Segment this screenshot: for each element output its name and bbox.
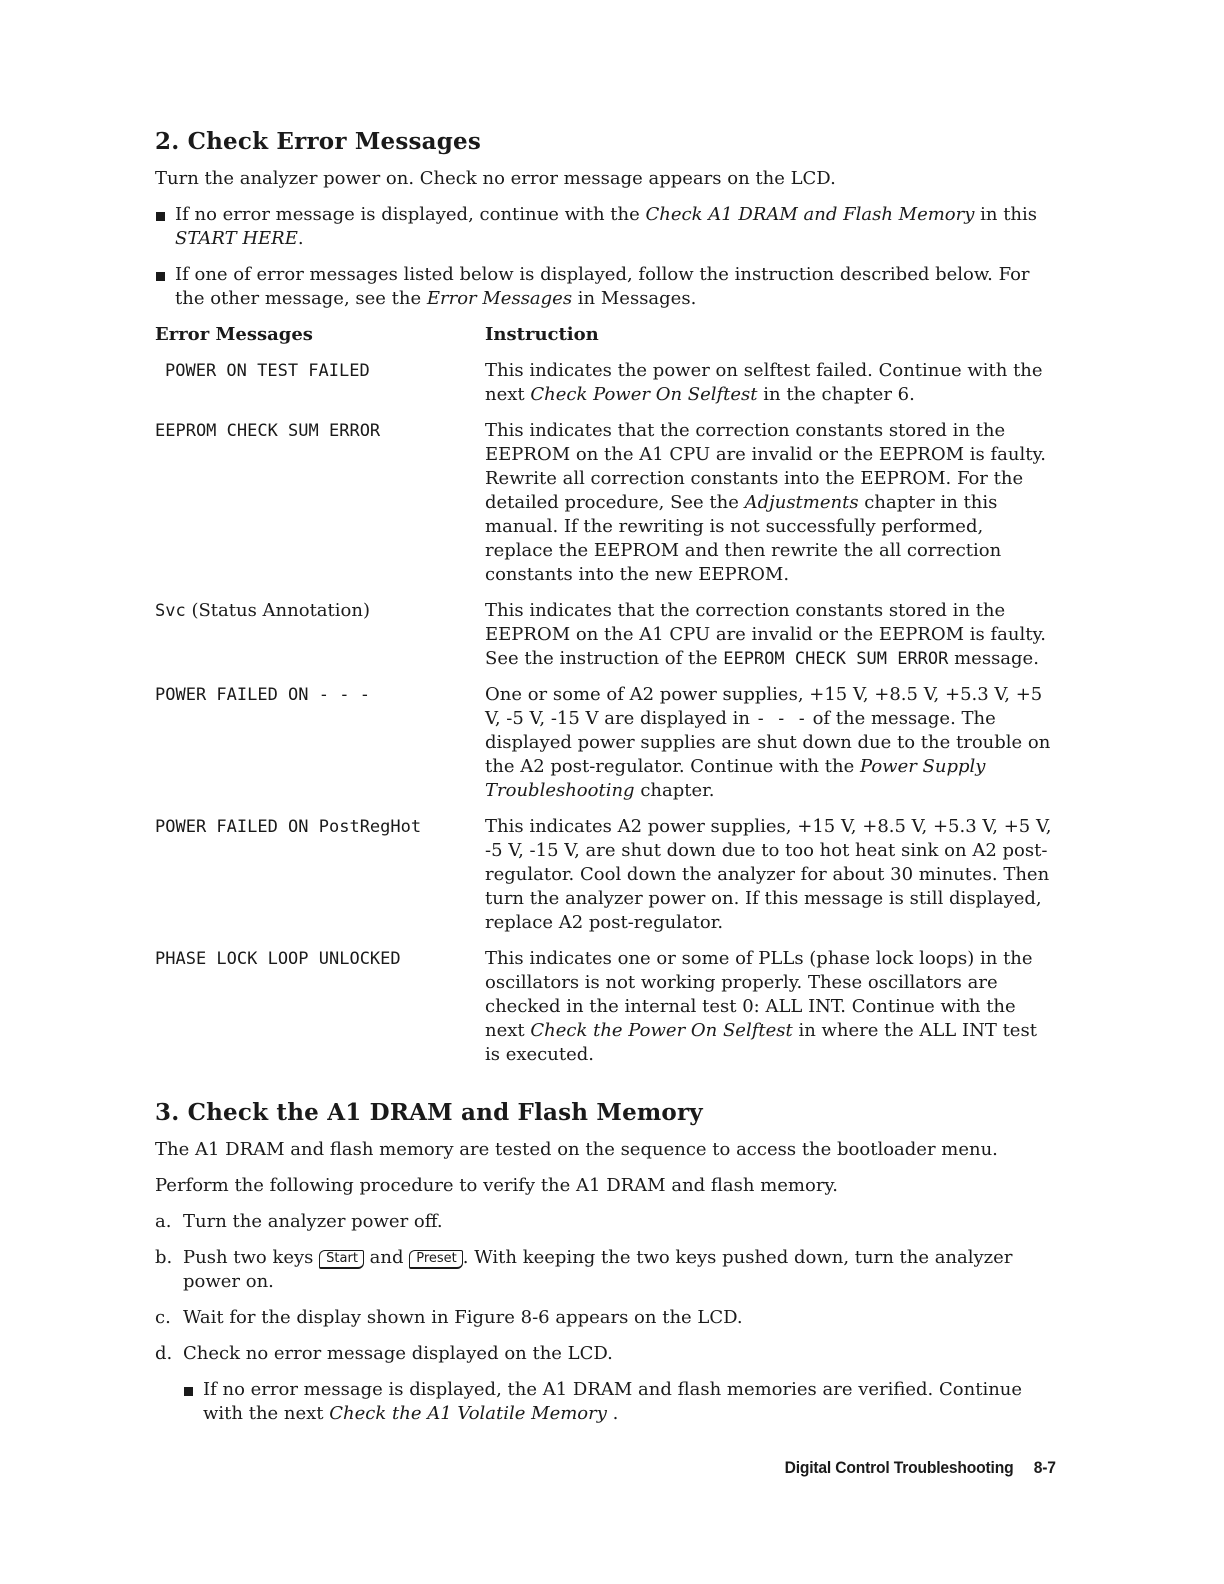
instruction-cell: This indicates that the correction constants stored in the EEPROM on the A1 CPU are invalid or the EEPROM is faulty. Rewrite all correction constants into the EEPROM. For the detailed procedure, See the Adjustments chapter in this manual. If the rewriting is not successfully performed, replace the EEPROM and then rewrite the all correction constants into the new EEPROM. — [485, 420, 1046, 585]
section-3-heading: 3. Check the A1 DRAM and Flash Memory — [155, 1099, 703, 1126]
preset-key: Preset — [409, 1250, 463, 1269]
link-power-supply-troubleshooting[interactable]: Power Supply Troubleshooting — [485, 756, 986, 801]
page-number: 8-7 — [1033, 1458, 1056, 1477]
section-2-heading: 2. Check Error Messages — [155, 128, 482, 155]
error-message-table — [155, 323, 1055, 1079]
table-row — [155, 599, 1055, 683]
instruction-cell: This indicates A2 power supplies, +15 V, +8.5 V, +5.3 V, +5 V, -5 V, -15 V, are shut down due to too hot heat sink on A2 post-regulator. Cool down the analyzer for about 30 minutes. Then turn the analyzer power on. If this message is still displayed, replace A2 post-regulator. — [485, 816, 1052, 933]
column-header-error-messages: Error Messages — [155, 324, 313, 345]
link-check-the-power-on-selftest[interactable]: Check the Power On Selftest — [530, 1020, 793, 1041]
step-c: c. Wait for the display shown in Figure 8-6 appears on the LCD. — [155, 1307, 743, 1328]
table-header-row — [155, 323, 1055, 359]
link-check-a1-dram[interactable]: Check A1 DRAM and Flash Memory — [645, 204, 975, 225]
step-b: b. Push two keys Start and Preset . With keeping the two keys pushed down, turn the analyzer power on. — [155, 1247, 1013, 1292]
bullet-item: If one of error messages listed below is displayed, follow the instruction described below. For the other message, see the Error Messages in Messages. — [155, 263, 1055, 311]
table-row — [155, 947, 1055, 1079]
section-3-paragraph: Perform the following procedure to verify the A1 DRAM and flash memory. — [155, 1175, 838, 1196]
table-row — [155, 419, 1055, 599]
start-key: Start — [319, 1250, 364, 1269]
bullet-item: If no error message is displayed, the A1 DRAM and flash memories are verified. Continue with the next Check the A1 Volatile Memory . — [183, 1378, 1055, 1426]
table-row — [155, 683, 1055, 815]
error-code: EEPROM CHECK SUM ERROR — [155, 421, 381, 441]
link-start-here[interactable]: START HERE — [175, 228, 298, 249]
section-2-intro: Turn the analyzer power on. Check no error message appears on the LCD. — [155, 168, 836, 189]
instruction-cell: This indicates that the correction constants stored in the EEPROM on the A1 CPU are invalid or the EEPROM is faulty. See the instruction of the EEPROM CHECK SUM ERROR message. — [485, 600, 1046, 669]
footer-chapter-title: Digital Control Troubleshooting — [784, 1458, 1014, 1477]
table-row — [155, 359, 1055, 419]
instruction-cell: One or some of A2 power supplies, +15 V, +8.5 V, +5.3 V, +5 V, -5 V, -15 V are displayed in - - - of the message. The displayed power supplies are shut down due to the trouble on the A2 post-regulator. Continue with the Power Supply Troubleshooting chapter. — [485, 684, 1051, 801]
step-a: a. Turn the analyzer power off. — [155, 1211, 443, 1232]
step-d: d. Check no error message displayed on the LCD. — [155, 1343, 613, 1364]
error-code: PHASE LOCK LOOP UNLOCKED — [155, 949, 401, 969]
table-row — [155, 815, 1055, 947]
link-check-power-on-selftest[interactable]: Check Power On Selftest — [530, 384, 758, 405]
link-error-messages[interactable]: Error Messages — [426, 288, 573, 309]
instruction-cell: This indicates one or some of PLLs (phase lock loops) in the oscillators is not working properly. These oscillators are checked in the internal test 0: ALL INT. Continue with the next Check the Power On Selftest in where the ALL INT test is executed. — [485, 948, 1037, 1065]
column-header-instruction: Instruction — [485, 324, 599, 345]
instruction-cell: This indicates the power on selftest failed. Continue with the next Check Power On Selftest in the chapter 6. — [485, 360, 1043, 405]
error-code: POWER FAILED ON - - - — [155, 685, 370, 705]
link-check-a1-volatile-memory[interactable]: Check the A1 Volatile Memory — [329, 1403, 607, 1424]
link-adjustments[interactable]: Adjustments — [744, 492, 859, 513]
section-3-paragraph: The A1 DRAM and flash memory are tested on the sequence to access the bootloader menu. — [155, 1139, 998, 1160]
error-code: POWER ON TEST FAILED — [165, 361, 370, 381]
error-code: Svc (Status Annotation) — [155, 600, 370, 621]
page-footer — [785, 1458, 1056, 1478]
page-content — [155, 128, 1055, 1438]
bullet-item: If no error message is displayed, continue with the Check A1 DRAM and Flash Memory in this START HERE. — [155, 203, 1055, 251]
error-code: POWER FAILED ON PostRegHot — [155, 817, 422, 837]
